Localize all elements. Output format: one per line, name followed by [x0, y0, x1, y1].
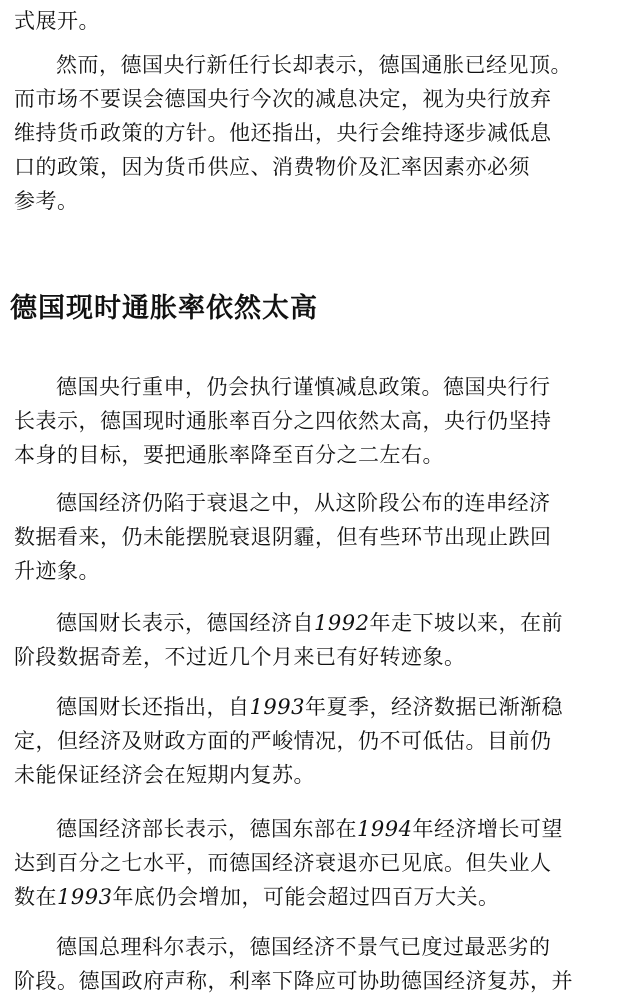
text-line: 数据看来，仍未能摆脱衰退阴霾，但有些环节出现止跌回 — [14, 525, 552, 549]
text-line: 口的政策，因为货币供应、消费物价及汇率因素亦必须 — [14, 155, 530, 179]
paragraph-continuation — [14, 4, 608, 38]
text-line: 未能保证经济会在短期内复苏。 — [14, 763, 315, 787]
paragraph-finance-minister — [14, 606, 608, 674]
text-line: 德国财长还指出，自 — [56, 695, 250, 719]
text-line: 年经济增长可望 — [412, 817, 563, 841]
paragraph-central-bank — [14, 370, 608, 472]
text-line: 达到百分之七水平，而德国经济衰退亦已见底。但失业人 — [14, 851, 552, 875]
text-line: 德国财长表示，德国经济自 — [56, 611, 314, 635]
paragraph-chancellor — [14, 930, 608, 998]
text-line: 年底仍会增加，可能会超过四百万大关。 — [112, 885, 500, 909]
text-line: 式展开。 — [14, 9, 100, 33]
text-line: 德国经济仍陷于衰退之中，从这阶段公布的连串经济 — [56, 491, 551, 515]
section-heading: 德国现时通胀率依然太高 — [10, 293, 318, 324]
paragraph-economy-minister — [14, 812, 608, 914]
text-line: 升迹象。 — [14, 559, 100, 583]
text-line: 而市场不要误会德国央行今次的减息决定，视为央行放弃 — [14, 87, 552, 111]
paragraph-finance-minister-2 — [14, 690, 608, 792]
text-line: 德国经济部长表示，德国东部在 — [56, 817, 357, 841]
text-line: 然而，德国央行新任行长却表示，德国通胀已经见顶。 — [56, 53, 572, 77]
text-line: 定，但经济及财政方面的严峻情况，仍不可低估。目前仍 — [14, 729, 552, 753]
text-line: 年走下坡以来，在前 — [369, 611, 563, 635]
text-line: 年夏季，经济数据已渐渐稳 — [304, 695, 563, 719]
text-line: 德国总理科尔表示，德国经济不景气已度过最恶劣的 — [56, 935, 551, 959]
text-line: 阶段数据奇差，不过近几个月来已有好转迹象。 — [14, 645, 466, 669]
text-line: 阶段。德国政府声称，利率下降应可协助德国经济复苏，并 — [14, 969, 573, 993]
paragraph-inflation-peak — [14, 48, 608, 218]
text-line: 维持货币政策的方针。他还指出，央行会维持逐步减低息 — [14, 121, 552, 145]
year-1993: 1993 — [57, 885, 113, 909]
text-line: 长表示，德国现时通胀率百分之四依然太高，央行仍坚持 — [14, 409, 552, 433]
text-line: 德国央行重申，仍会执行谨慎减息政策。德国央行行 — [56, 375, 551, 399]
year-1992: 1992 — [314, 611, 370, 635]
year-1994: 1994 — [357, 817, 413, 841]
year-1993: 1993 — [249, 695, 305, 719]
paragraph-recession — [14, 486, 608, 588]
text-line: 参考。 — [14, 189, 79, 213]
text-line: 数在 — [14, 885, 57, 909]
text-line: 本身的目标，要把通胀率降至百分之二左右。 — [14, 443, 444, 467]
